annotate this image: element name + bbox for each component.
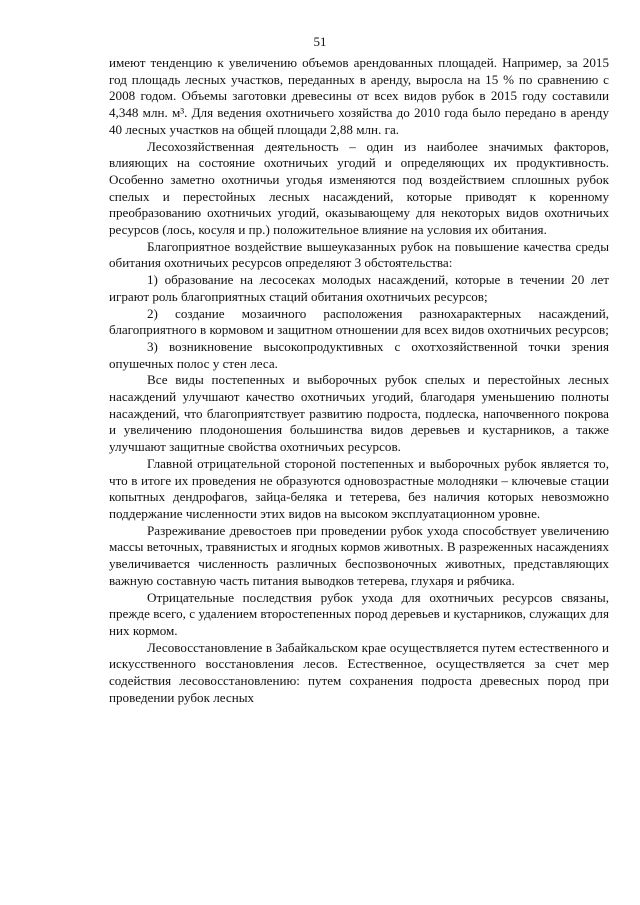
paragraph: Лесовосстановление в Забайкальском крае осуществляется путем естественного и искусственного восстановления лесов. Естественное, осуществляется за счет мер содействия лесовосстановлению: путем сохранения подроста древесных пород при проведении рубок лесных <box>109 639 609 705</box>
page-number: 51 <box>313 34 327 49</box>
list-item: 2) создание мозаичного расположения разнохарактерных насаждений, благоприятного в кормовом и защитном отношении для всех видов охотничьих ресурсов; <box>109 305 609 338</box>
paragraph: Все виды постепенных и выборочных рубок спелых и перестойных лесных насаждений улучшают качество охотничьих угодий, благодаря уменьшению полноты насаждений, что благоприятствует развитию подроста, подлеска, напочвенного покрова и увеличению плодоношения большинства видов деревьев и кустарников, а также улучшают защитные свойства охотничьих ресурсов. <box>109 372 609 455</box>
list-item: 1) образование на лесосеках молодых насаждений, которые в течении 20 лет играют роль благоприятных стаций обитания охотничьих ресурсов; <box>109 272 609 304</box>
paragraph: Отрицательные последствия рубок ухода для охотничьих ресурсов связаны, прежде всего, с удалением второстепенных пород деревьев и кустарников, служащих для них кормом. <box>109 589 609 638</box>
paragraph: Благоприятное воздействие вышеуказанных рубок на повышение качества среды обитания охотничьих ресурсов определяют 3 обстоятельства: <box>109 238 609 271</box>
page-body <box>109 55 609 706</box>
list-item: 3) возникновение высокопродуктивных с охотхозяйственной точки зрения опушечных полос у стен леса. <box>109 338 609 371</box>
paragraph: Главной отрицательной стороной постепенных и выборочных рубок является то, что в итоге их проведения не образуются одновозрастные молодняки – ключевые стации копытных дендрофагов, зайца-беляка и тетерева, без наличия которых невозможно поддержание численности этих видов на высоком эксплуатационном уровне. <box>109 455 609 521</box>
paragraph: Лесохозяйственная деятельность – один из наиболее значимых факторов, влияющих на состояние охотничьих угодий и определяющих их продуктивность. Особенно заметно охотничьи угодья изменяются под воздействием сплошных рубок спелых и перестойных лесных насаждений, которые приводят к коренному преобразованию охотничьих угодий, оказывающему для некоторых видов охотничьих ресурсов (лось, косуля и пр.) положительное влияние на условия их обитания. <box>109 138 609 238</box>
paragraph: имеют тенденцию к увеличению объемов арендованных площадей. Например, за 2015 год площадь лесных участков, переданных в аренду, выросла на 15 % по сравнению с 2008 годом. Объемы заготовки древесины от всех видов рубок в 2015 году составили 4,348 млн. м³. Для ведения охотничьего хозяйства до 2010 года было передано в аренду 40 лесных участков на общей площади 2,88 млн. га. <box>109 55 609 137</box>
paragraph: Разреживание древостоев при проведении рубок ухода способствует увеличению массы веточных, травянистых и ягодных кормов животных. В разреженных насаждениях увеличивается численность различных беспозвоночных животных, представляющих важную составную часть питания выводков тетерева, глухаря и рябчика. <box>109 522 609 588</box>
